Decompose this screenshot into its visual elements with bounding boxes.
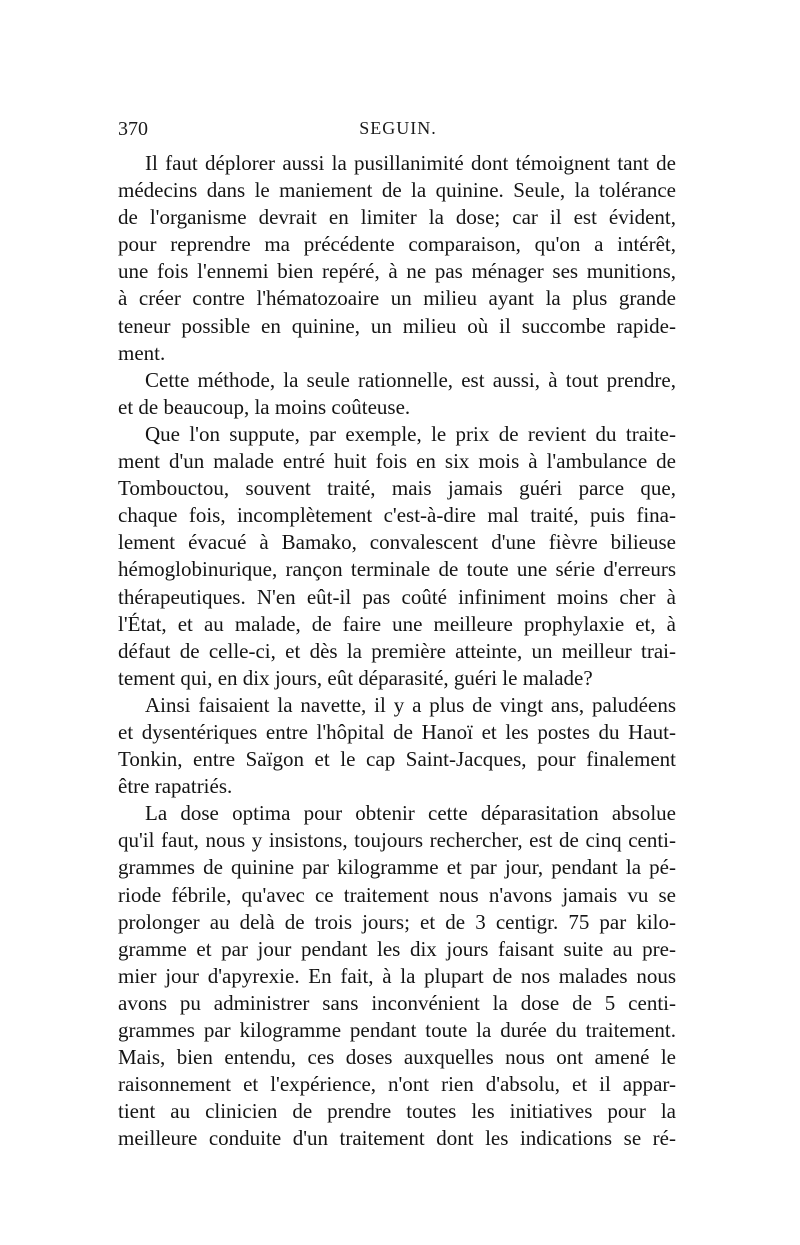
text-line: Mais, bien entendu, ces doses auxquelles nous ont amené le [118, 1045, 676, 1070]
text-line: Ainsi faisaient la navette, il y a plus de vingt ans, paludéens [145, 692, 676, 717]
text-line: de l'organisme devrait en limiter la dose; car il est évident, [118, 205, 676, 230]
text-line: Il faut déplorer aussi la pusillanimité dont témoignent tant de [145, 151, 676, 175]
text-line: meilleure conduite d'un traitement dont les indications se ré- [118, 1126, 676, 1151]
text-line: teneur possible en quinine, un milieu où il succombe rapide- [118, 313, 676, 338]
text-line: prolonger au delà de trois jours; et de 3 centigr. 75 par kilo- [118, 909, 676, 934]
text-line: tement qui, en dix jours, eût déparasité, guéri le malade? [118, 665, 593, 690]
text-line: et de beaucoup, la moins coûteuse. [118, 394, 411, 419]
text-line: Tombouctou, souvent traité, mais jamais guéri parce que, [118, 476, 676, 501]
text-line: thérapeutiques. N'en eût-il pas coûté infiniment moins cher à [118, 584, 676, 609]
text-line: une fois l'ennemi bien repéré, à ne pas ménager ses munitions, [118, 259, 676, 284]
text-line: ment. [118, 340, 166, 365]
text-line: gramme et par jour pendant les dix jours faisant suite au pre- [118, 936, 676, 961]
running-title: SEGUIN. [359, 118, 437, 138]
text-line: grammes de quinine par kilogramme et par jour, pendant la pé- [118, 855, 676, 880]
text-line: Cette méthode, la seule rationnelle, est aussi, à tout prendre, [145, 367, 676, 392]
text-line: et dysentériques entre l'hôpital de Hanoï et les postes du Haut- [118, 719, 676, 744]
text-line: défaut de celle-ci, et dès la première atteinte, un meilleur trai- [118, 638, 676, 663]
text-line: La dose optima pour obtenir cette déparasitation absolue [145, 801, 676, 826]
text-line: raisonnement et l'expérience, n'ont rien d'absolu, et il appar- [118, 1072, 676, 1097]
text-line: pour reprendre ma précédente comparaison, qu'on a intérêt, [118, 232, 676, 257]
text-line: l'État, et au malade, de faire une meilleure prophylaxie et, à [118, 611, 676, 636]
text-line: grammes par kilogramme pendant toute la durée du traitement. [118, 1018, 676, 1042]
body-text [118, 150, 676, 1152]
text-line: Tonkin, entre Saïgon et le cap Saint-Jacques, pour finalement [118, 747, 676, 772]
text-line: avons pu administrer sans inconvénient la dose de 5 centi- [118, 990, 676, 1015]
page-number: 370 [118, 118, 148, 140]
text-line: qu'il faut, nous y insistons, toujours rechercher, est de cinq centi- [118, 828, 676, 853]
text-line: riode fébrile, qu'avec ce traitement nous n'avons jamais vu se [118, 882, 676, 907]
running-head [118, 118, 678, 142]
text-line: être rapatriés. [118, 774, 233, 799]
text-line: ment d'un malade entré huit fois en six mois à l'ambulance de [118, 449, 676, 474]
text-line: hémoglobinurique, rançon terminale de toute une série d'erreurs [118, 557, 676, 582]
text-line: mier jour d'apyrexie. En fait, à la plupart de nos malades nous [118, 963, 676, 988]
text-line: lement évacué à Bamako, convalescent d'une fièvre bilieuse [118, 530, 676, 555]
text-line: Que l'on suppute, par exemple, le prix de revient du traite- [145, 421, 676, 446]
text-line: chaque fois, incomplètement c'est-à-dire mal traité, puis fina- [118, 503, 676, 528]
text-line: à créer contre l'hématozoaire un milieu ayant la plus grande [118, 286, 676, 311]
text-line: médecins dans le maniement de la quinine. Seule, la tolérance [118, 178, 676, 203]
text-line: tient au clinicien de prendre toutes les initiatives pour la [118, 1099, 676, 1124]
